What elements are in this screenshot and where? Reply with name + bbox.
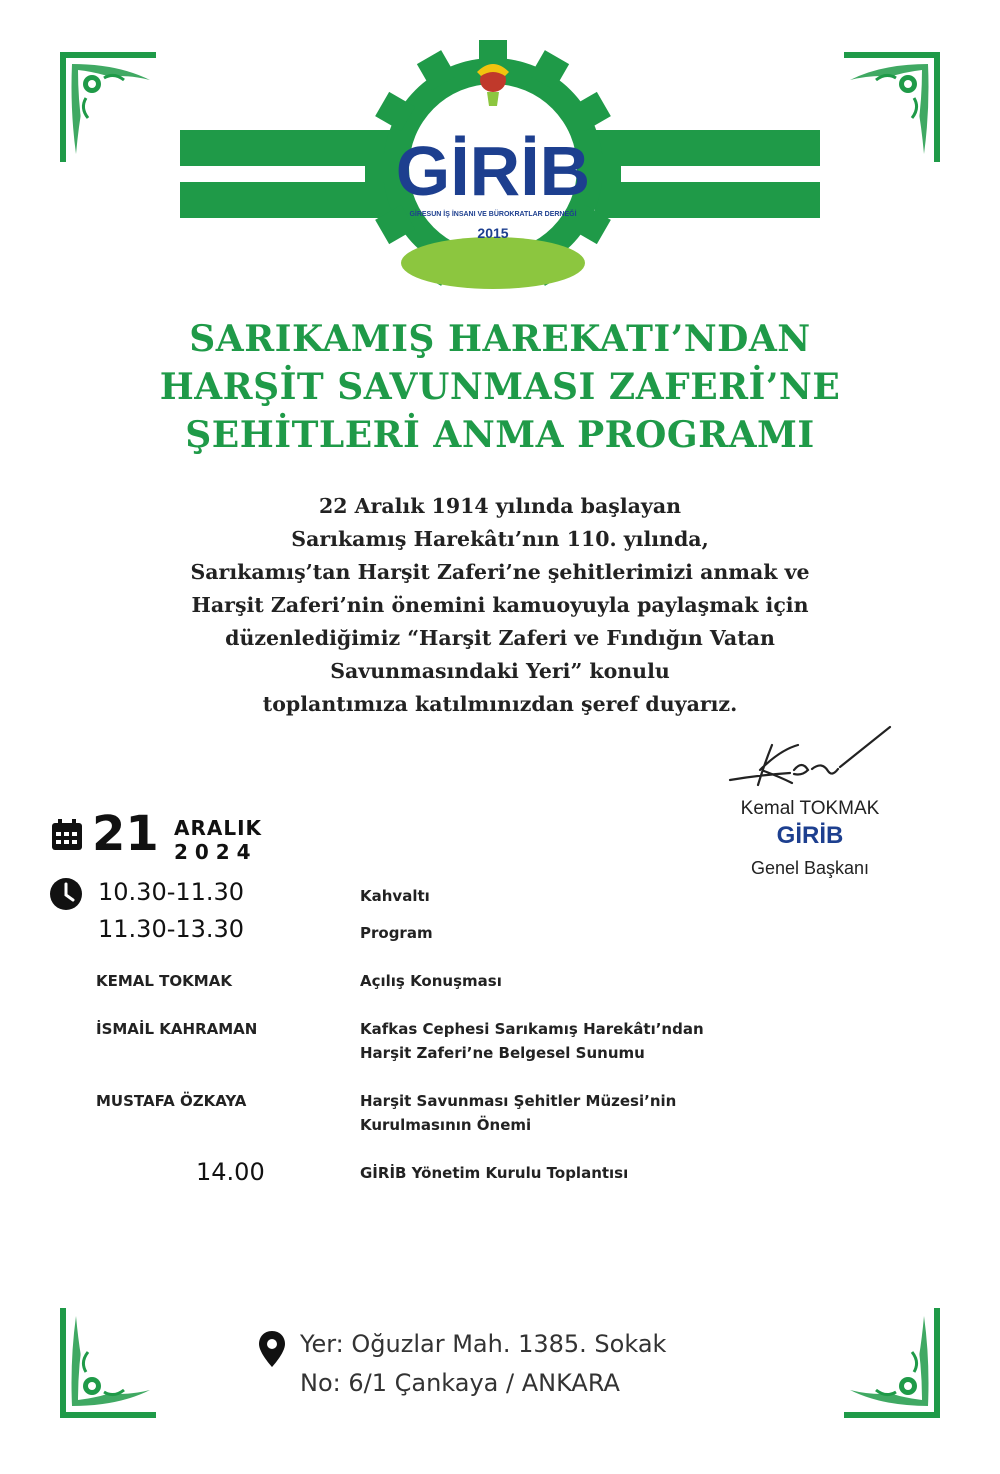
body-line: toplantımıza katılmınızdan şeref duyarız. [262,692,738,716]
title-line-1: SARIKAMIŞ HAREKATI’NDAN [189,318,811,360]
logo-subtitle: GİRESUN İŞ İNSANI VE BÜROKRATLAR DERNEĞİ [409,211,577,218]
corner-ornament-bottom-left [58,1305,158,1420]
speaker-topic: Harşit Zaferi’ne Belgesel Sunumu [360,1044,645,1062]
body-line: Savunmasındaki Yeri” konulu [330,659,670,683]
speaker-name: İSMAİL KAHRAMAN [96,1020,258,1038]
girib-logo [0,0,1000,300]
speaker-topic: Kurulmasının Önemi [360,1116,532,1134]
corner-ornament-bottom-right [842,1305,942,1420]
event-month: ARALIK [174,816,263,840]
handwritten-signature [720,725,900,795]
location-pin-icon [258,1330,286,1368]
body-line: Harşit Zaferi’nin önemini kamuoyuyla paylaşmak için [191,593,809,617]
body-line: Sarıkamış Harekâtı’nın 110. yılında, [291,527,709,551]
schedule-time: 10.30-11.30 [98,878,245,906]
body-line: düzenlediğimiz “Harşit Zaferi ve Fındığın Vatan [225,626,775,650]
schedule-desc: Program [360,924,433,942]
signatory-org: GİRİB [776,822,844,849]
event-year: 2 0 2 4 [174,840,251,864]
logo-year: 2015 [477,225,509,241]
signatory-name: Kemal TOKMAK [740,798,880,819]
meeting-desc: GİRİB Yönetim Kurulu Toplantısı [360,1164,629,1182]
schedule-desc: Kahvaltı [360,887,430,905]
address-line-1: Yer: Oğuzlar Mah. 1385. Sokak [300,1330,667,1358]
speaker-name: KEMAL TOKMAK [96,972,232,990]
schedule-time: 11.30-13.30 [98,915,245,943]
speaker-topic: Kafkas Cephesi Sarıkamış Harekâtı’ndan [360,1020,704,1038]
event-day: 21 [92,806,159,862]
body-line: Sarıkamış’tan Harşit Zaferi’ne şehitlerimizi anmak ve [190,560,810,584]
body-line: 22 Aralık 1914 yılında başlayan [318,494,682,518]
speaker-name: MUSTAFA ÖZKAYA [96,1092,247,1110]
signatory-role: Genel Başkanı [750,858,870,878]
calendar-icon [50,818,84,852]
address-line-2: No: 6/1 Çankaya / ANKARA [300,1369,620,1397]
speaker-topic: Harşit Savunması Şehitler Müzesi’nin [360,1092,677,1110]
title-line-3: ŞEHİTLERİ ANMA PROGRAMI [185,414,815,456]
clock-icon [48,876,84,912]
speaker-topic: Açılış Konuşması [360,972,502,990]
meeting-time: 14.00 [196,1158,265,1186]
logo-wordmark: GİRİB [395,132,591,210]
title-line-2: HARŞİT SAVUNMASI ZAFERİ’NE [159,366,841,408]
